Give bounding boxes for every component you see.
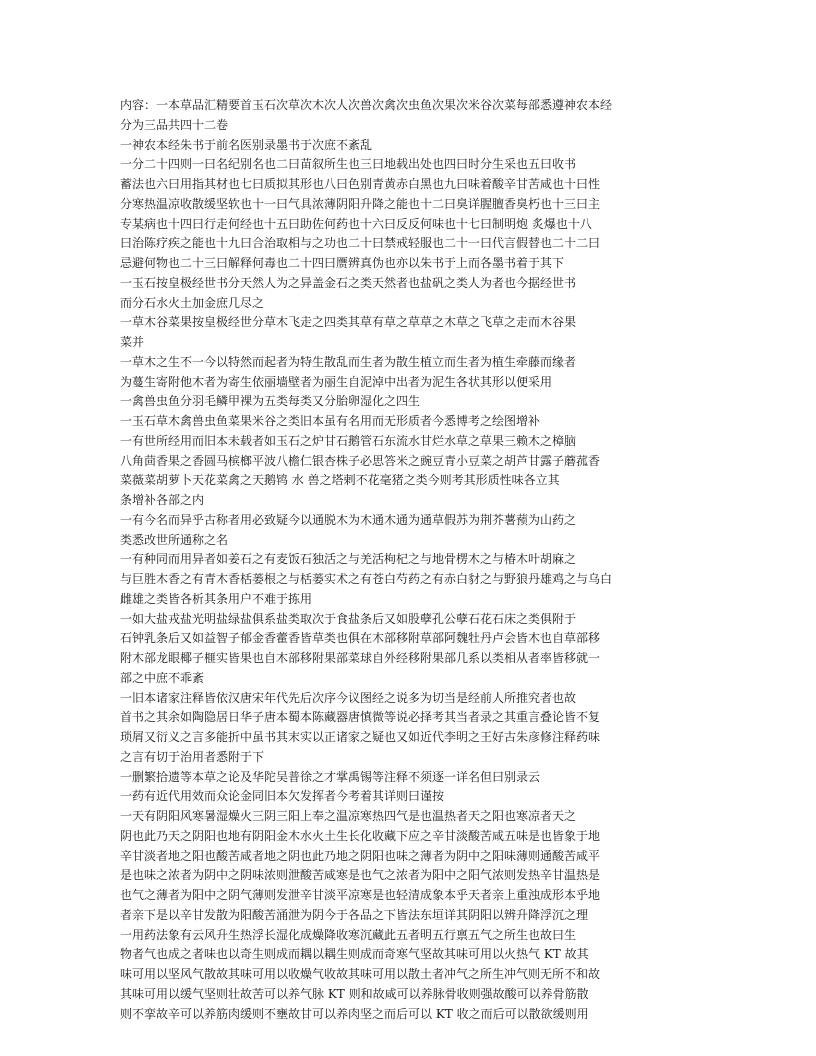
text-line: 一有种同而用异者如姜石之有麦饭石独活之与羌活枸杞之与地骨楞木之与椿木叶胡麻之 xyxy=(120,552,577,567)
document-body xyxy=(120,96,696,1024)
text-line: 部之中庶不乖紊 xyxy=(120,670,205,685)
text-line: 则不挛故辛可以养筋肉缓则不壅故甘可以养肉坚之而后可以 KT 收之而后可以散欲缓则用 xyxy=(120,1006,589,1021)
text-line: 物者气也成之者味也以奇生则成而耦以耦生则成而奇寒气坚故其味可用以火热气 KT 故其 xyxy=(120,947,589,962)
text-line: 一有世所经用而旧本未载者如玉石之炉甘石鹅管石东流水甘烂水草之草果三赖木之樟脑 xyxy=(120,433,577,448)
text-line: 蓄法也六曰用指其材也七曰质拟其形也八曰色别青黄赤白黑也九曰味着酸辛甘苦咸也十曰性 xyxy=(120,177,601,191)
text-line: 内容：一本草品汇精要首玉石次草次木次人次兽次禽次虫鱼次果次米谷次菜每部悉遵神农本经 xyxy=(120,98,613,112)
text-line: 八角茴香果之香圆马槟榔平波八檐仁银杏株子必思答米之豌豆青小豆菜之胡芦甘露子蘑菰香 xyxy=(120,453,601,468)
text-line: 类悉改世所通称之名 xyxy=(120,532,229,547)
text-line: 者亲下是以辛甘发散为阳酸苦涌泄为阴今于各品之下皆法东垣详其阴阳以辨升降浮沉之理 xyxy=(120,907,589,922)
text-line: 琐屑又衍义之言多能折中虽书其末实以正诸家之疑也又如近代李明之王好古朱彦修注释药味 xyxy=(120,730,601,744)
text-line: 一草木谷菜果按皇极经世分草木飞走之四类其草有草之草草之木草之飞草之走而木谷果 xyxy=(120,315,577,330)
text-line: 而分石水火土加金庶几尽之 xyxy=(120,295,265,310)
text-line: 菜并 xyxy=(120,335,145,349)
text-line: 专某病也十四曰行走何经也十五曰助佐何药也十六曰反反何味也十七曰制明炮 炙爆也十八 xyxy=(120,216,592,231)
text-line: 忌避何物也二十三曰解释何毒也二十四曰赝辨真伪也亦以朱书于上而各墨书着于其下 xyxy=(120,256,565,270)
text-line: 辛甘淡者地之阳也酸苦咸者地之阴也此乃地之阴阳也味之薄者为阴中之阳味薄则通酸苦咸平 xyxy=(120,848,601,863)
text-line: 条增补各部之内 xyxy=(120,493,205,507)
text-line: 分寒热温凉收散缓坚软也十一曰气具浓薄阴阳升降之能也十二曰臭详腥膻香臭朽也十三曰主 xyxy=(120,196,601,211)
text-line: 一药有近代用效而众论金同旧本欠发挥者今考着其详则曰谨按 xyxy=(120,789,445,804)
text-line: 石钟乳条后又如益智子郁金香藿香皆草类也俱在木部移附草部阿魏牡丹卢会皆木也自草部移 xyxy=(120,631,601,646)
text-line: 一如大盐戎盐光明盐绿盐俱系盐类取次于食盐条后又如股孽孔公孽石花石床之类俱附于 xyxy=(120,611,577,626)
text-line: 一神农本经朱书于前名医别录墨书于次庶不紊乱 xyxy=(120,137,373,152)
text-line: 与巨胜木香之有青木香栝蒌根之与栝蒌实术之有苍白芍药之有赤白豺之与野狼丹雄鸡之与乌白 xyxy=(120,572,613,586)
text-line: 首书之其余如陶隐居日华子唐本蜀本陈藏器唐慎微等说必择考其当者录之其重言叠论皆不复 xyxy=(120,710,601,725)
text-line: 一删繁拾遗等本草之论及华陀吴普徐之才掌禹锡等注释不须逐一详名但曰别录云 xyxy=(120,769,541,784)
text-line: 附木部龙眼椰子榧实皆果也自木部移附果部菜球自外经移附果部几系以类相从者率皆移就一 xyxy=(120,651,601,665)
text-line: 之言有切于治用者悉附于下 xyxy=(120,749,265,764)
text-line: 一旧本诸家注释皆依汉唐宋年代先后次序今议图经之说多为切当是经前人所推究者也故 xyxy=(120,690,577,705)
text-line: 雌雄之类皆各析其条用户不难于拣用 xyxy=(120,591,313,606)
text-line: 其味可用以缓气坚则壮故苦可以养气脉 KT 则和故咸可以养脉骨收则强故酸可以养骨筋散 xyxy=(120,986,589,1001)
text-line: 味可用以坚风气散故其味可用以收燥气收故其味可用以散土者冲气之所生冲气则无所不和故 xyxy=(120,967,601,981)
text-line: 也气之薄者为阳中之阴气薄则发泄辛甘淡平凉寒是也轻清成象本乎天者亲上重浊成形本乎地 xyxy=(120,888,601,902)
text-line: 是也味之浓者为阴中之阴味浓则泄酸苦咸寒是也气之浓者为阳中之阳气浓则发热辛甘温热是 xyxy=(120,868,601,883)
text-line: 菜薇菜胡萝卜天花菜禽之天鹅鸨 水 兽之塔剌不花毫猪之类今则考其形质性味各立其 xyxy=(120,473,560,488)
text-line: 一分二十四则一曰名纪别名也二曰苗叙所生也三曰地载出处也四曰时分生采也五曰收书 xyxy=(120,157,577,172)
text-line: 分为三品共四十二卷 xyxy=(120,117,229,132)
text-line: 阴也此乃天之阴阳也地有阴阳金木水火土生长化收藏下应之辛甘淡酸苦咸五味是也皆象于地 xyxy=(120,828,601,843)
text-line: 一有今名而异乎古称者用必致疑今以通脱木为木通木通为通草假苏为荆芥薯蓣为山药之 xyxy=(120,512,577,527)
text-line: 一玉石草木禽兽虫鱼菜果米谷之类旧本虽有名用而无形质者今悉博考之绘图增补 xyxy=(120,414,541,428)
text-line: 一天有阴阳风寒暑湿燥火三阴三阳上奉之温凉寒热四气是也温热者天之阳也寒凉者天之 xyxy=(120,809,577,823)
text-line: 一禽兽虫鱼分羽毛鳞甲裸为五类每类又分胎卵湿化之四生 xyxy=(120,394,421,409)
text-line: 一用药法象有云风升生热浮长湿化成燥降收寒沉藏此五者明五行禀五气之所生也故曰生 xyxy=(120,927,577,942)
text-line: 一玉石按皇极经世书分天然人为之异盖金石之类天然者也盐矾之类人为者也今据经世书 xyxy=(120,275,577,290)
text-line: 为蔓生寄附他木者为寄生依丽墙壁者为丽生自泥淖中出者为泥生各状其形以便采用 xyxy=(120,374,553,389)
text-line: 曰治陈疗疾之能也十九曰合治取相与之功也二十曰禁戒轻服也二十一曰代言假替也二十二曰 xyxy=(120,236,601,251)
text-line: 一草木之生不一今以特然而起者为特生散乱而生者为散生植立而生者为植生牵藤而缘者 xyxy=(120,354,577,369)
